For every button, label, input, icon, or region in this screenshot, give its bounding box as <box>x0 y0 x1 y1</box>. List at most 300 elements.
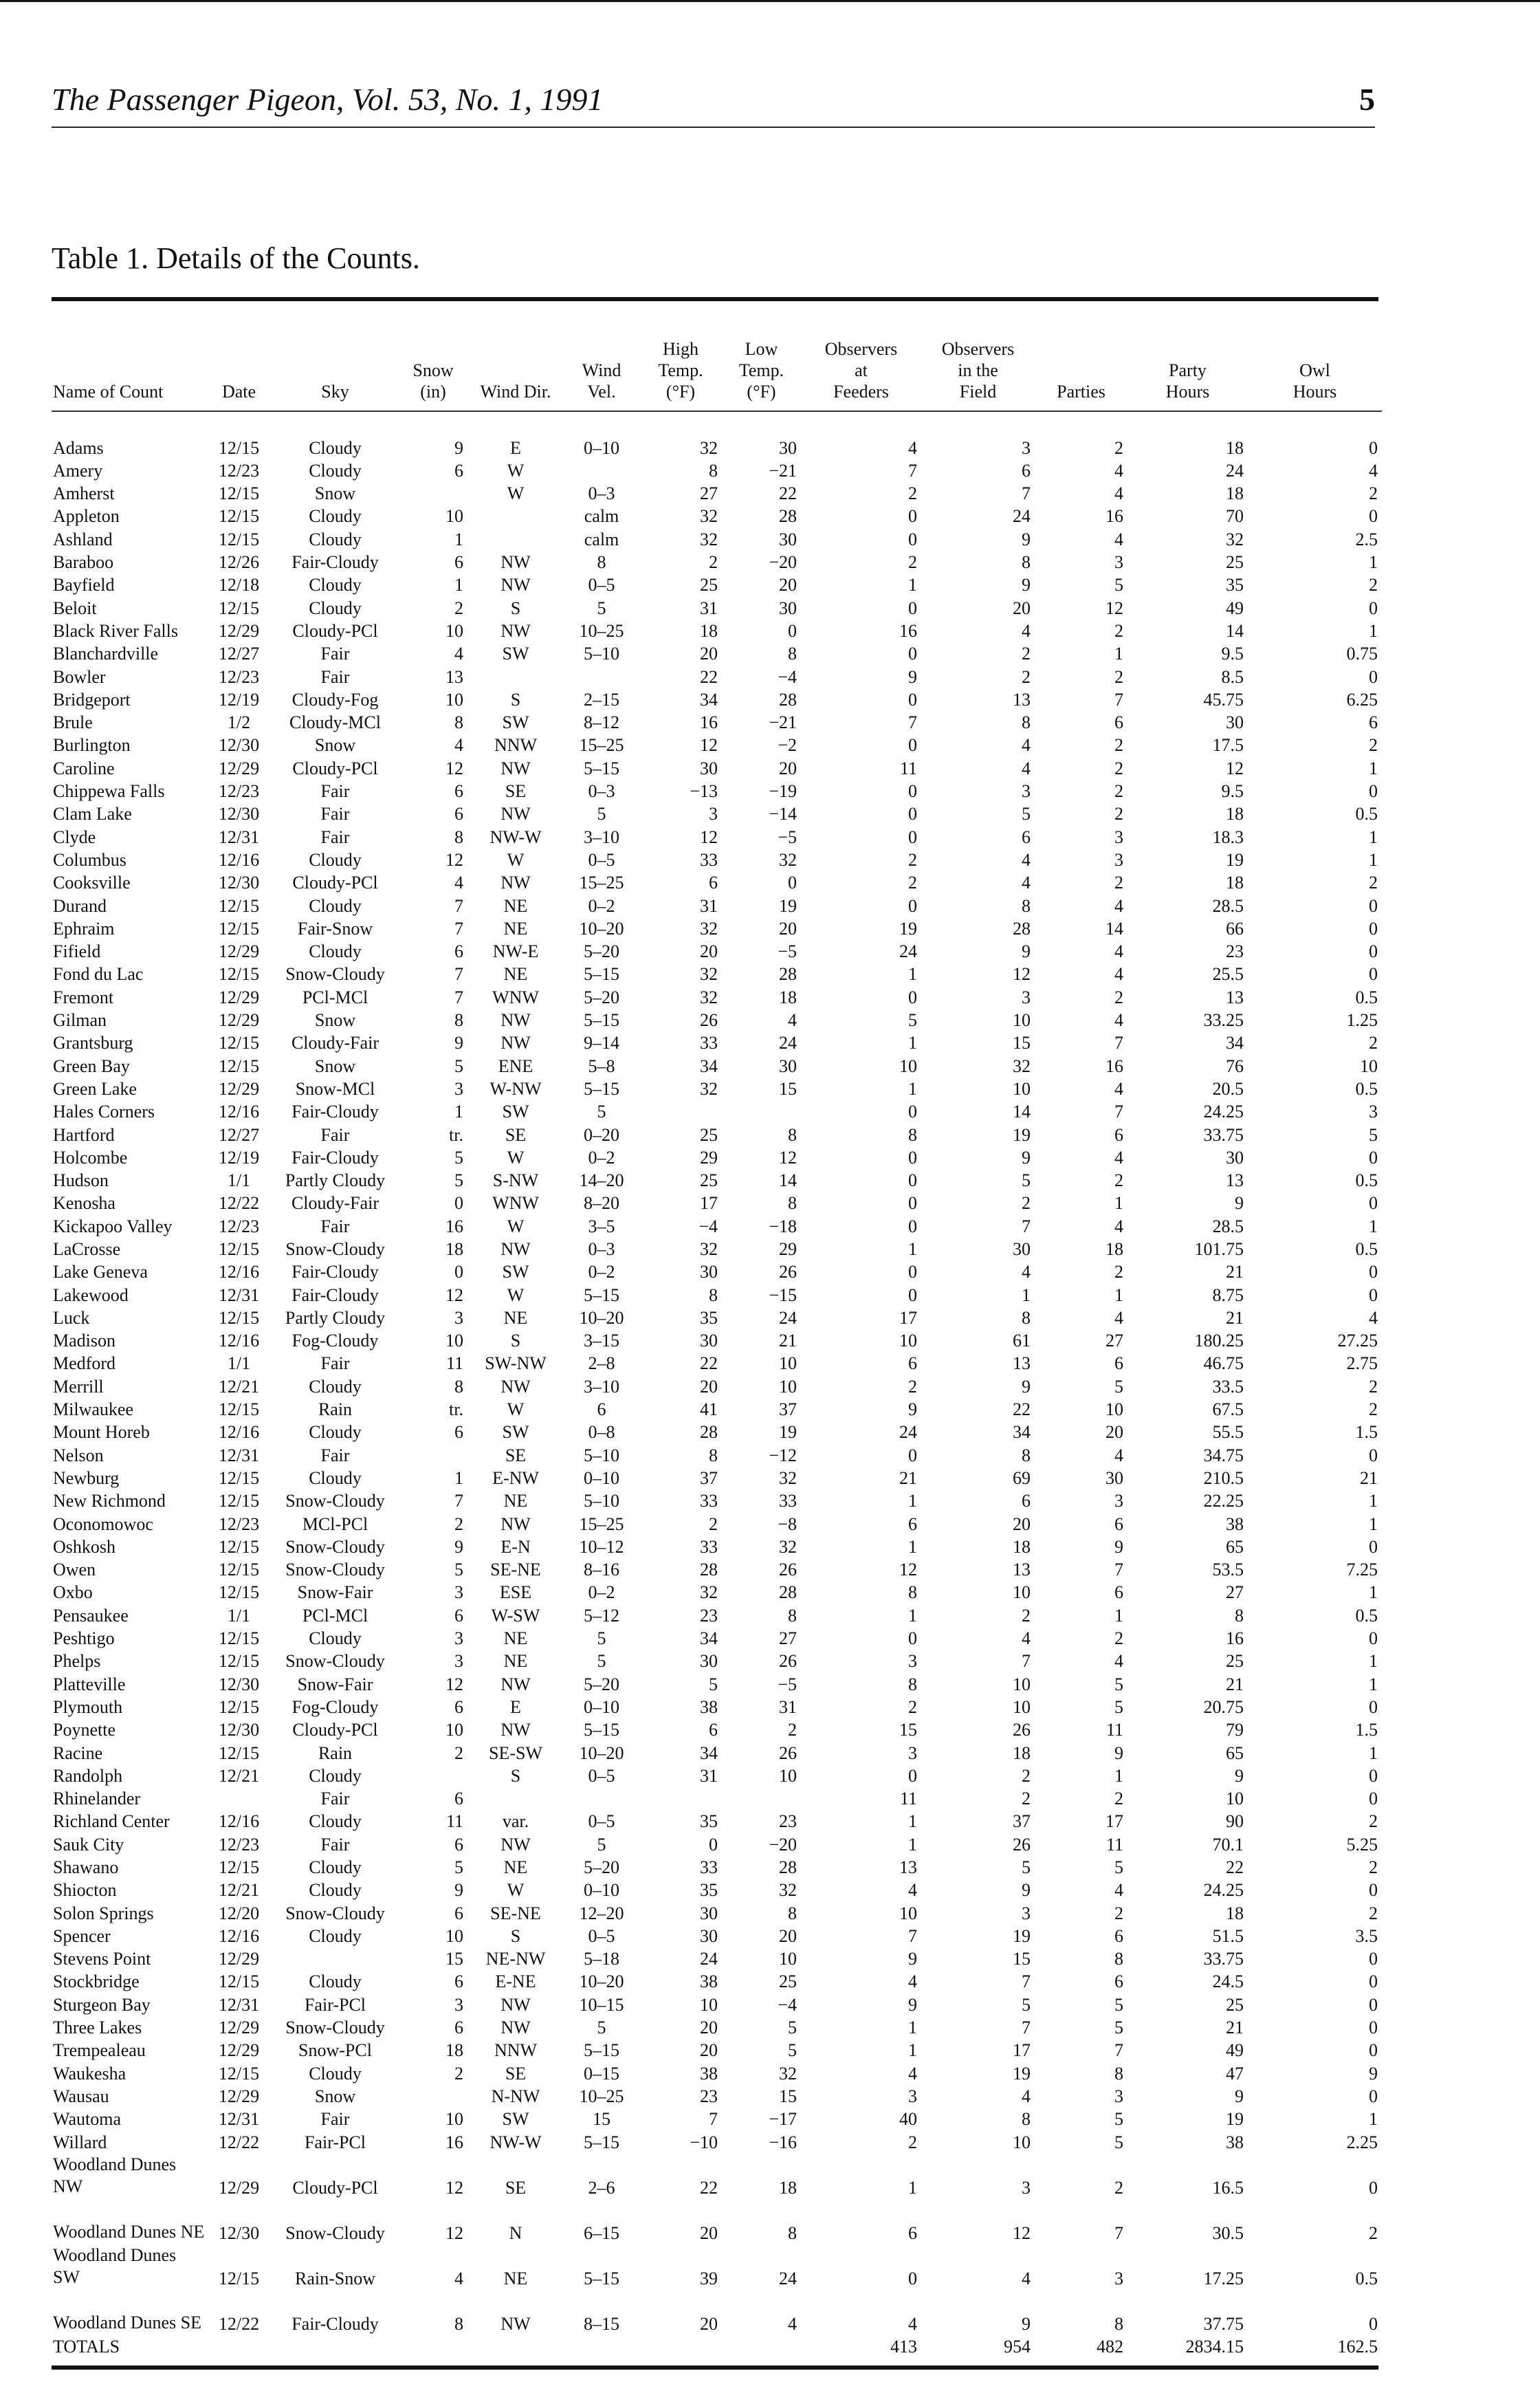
table-cell: 16.5 <box>1212 2177 1244 2198</box>
table-cell: 1 <box>1369 1742 1378 1763</box>
counts-table <box>52 338 1382 2357</box>
table-cell: NW <box>500 575 531 595</box>
table-cell: 25 <box>700 575 718 595</box>
table-cell: 8 <box>908 1124 917 1145</box>
table-cell: −20 <box>769 1834 797 1855</box>
table-cell: Cloudy <box>309 941 362 962</box>
table-cell: 5–15 <box>584 1720 619 1740</box>
table-cell: 12/15 <box>218 895 260 916</box>
table-cell: 65 <box>1226 1742 1244 1763</box>
table-cell: 12/27 <box>218 644 260 664</box>
table-cell: 2 <box>1369 1811 1378 1832</box>
table-cell: 1 <box>454 529 463 549</box>
table-cell: 2 <box>1114 781 1123 802</box>
table-row <box>52 1809 1382 1831</box>
table-cell: 8 <box>788 644 797 664</box>
table-row <box>52 1534 1382 1557</box>
table-cell: 210.5 <box>1203 1467 1244 1488</box>
table-cell: NW <box>500 1514 531 1534</box>
column-header-line: Name of Count <box>53 382 164 402</box>
table-cell: 8 <box>788 1605 797 1626</box>
table-cell: 3 <box>1114 849 1123 870</box>
table-row <box>52 893 1382 915</box>
table-cell: Rain-Snow <box>295 2268 375 2288</box>
table-cell: 2 <box>1114 666 1123 687</box>
table-row <box>52 1030 1382 1053</box>
table-cell: 5–20 <box>584 1674 619 1694</box>
table-cell: 34 <box>700 1628 718 1649</box>
table-cell: 30 <box>779 437 797 458</box>
table-cell: 12/21 <box>218 1880 260 1901</box>
table-cell: W-SW <box>491 1605 540 1626</box>
table-cell: 8 <box>1114 2063 1123 2084</box>
table-row <box>52 1831 1382 1854</box>
table-cell: 6 <box>454 1696 463 1717</box>
table-cell: N-NW <box>491 2086 540 2106</box>
table-cell: 0 <box>1369 781 1378 802</box>
table-cell: 2.5 <box>1355 529 1378 549</box>
table-row <box>52 1213 1382 1236</box>
table-cell: 18 <box>446 2040 463 2061</box>
column-header-line: at <box>855 360 868 380</box>
table-cell: 35 <box>700 1880 718 1901</box>
count-name-cell: Chippewa Falls <box>53 781 165 802</box>
table-cell: 9 <box>1235 1193 1244 1214</box>
total-observers-at-feeders: 413 <box>890 2336 917 2357</box>
column-header-line: Wind Dir. <box>480 382 551 402</box>
table-cell: 3 <box>1022 2177 1031 2198</box>
table-cell: Fair <box>320 827 350 847</box>
table-cell: Fair-Cloudy <box>292 552 379 573</box>
table-cell: 16 <box>1106 1056 1123 1076</box>
table-cell: 20 <box>700 2313 718 2334</box>
count-name-cell: Pensaukee <box>53 1605 129 1626</box>
table-cell: Cloudy <box>309 575 362 595</box>
table-cell: 1 <box>1369 827 1378 847</box>
table-cell: −13 <box>690 781 718 802</box>
table-cell: 1 <box>908 964 917 985</box>
table-cell: 12–20 <box>579 1903 624 1923</box>
table-cell: SE-NE <box>490 1903 541 1923</box>
table-cell: 30 <box>700 1331 718 1351</box>
table-cell: 5 <box>1022 1857 1031 1877</box>
table-cell: 3 <box>1022 987 1031 1007</box>
table-cell: 10 <box>1013 1674 1031 1694</box>
table-cell: 69 <box>1013 1467 1031 1488</box>
table-cell: Fair-Cloudy <box>292 2313 379 2334</box>
table-cell: 30 <box>1226 1147 1244 1168</box>
table-cell: Snow <box>314 483 356 504</box>
table-cell: 0 <box>908 1262 917 1282</box>
table-cell: 9 <box>908 1994 917 2015</box>
table-cell: 5 <box>1114 2109 1123 2130</box>
table-cell: 4 <box>1022 1262 1031 1282</box>
table-cell: −8 <box>778 1514 797 1534</box>
table-cell: 9 <box>1022 1376 1031 1397</box>
table-cell: W <box>507 1147 525 1168</box>
table-cell: 5–20 <box>584 941 619 962</box>
table-cell: 12/15 <box>218 1467 260 1488</box>
table-cell: 2 <box>908 483 917 504</box>
table-cell: 4 <box>1369 460 1378 481</box>
table-cell: 12/16 <box>218 1422 260 1443</box>
count-name-cell: Madison <box>53 1331 116 1351</box>
column-header-line: Owl <box>1299 360 1330 380</box>
table-row <box>52 687 1382 710</box>
table-cell: Snow <box>314 2086 356 2106</box>
table-cell: 12/30 <box>218 2222 260 2243</box>
table-cell: 4 <box>1022 735 1031 756</box>
table-cell: Fair <box>320 781 350 802</box>
table-cell: 23 <box>700 1605 718 1626</box>
count-name-cell: Peshtigo <box>53 1628 115 1649</box>
table-cell: S <box>510 689 521 710</box>
table-cell: 8 <box>788 1124 797 1145</box>
table-cell: 4 <box>1022 2086 1031 2106</box>
table-cell: 10 <box>1013 1010 1031 1031</box>
table-cell: 12/18 <box>218 575 260 595</box>
table-cell: 1 <box>908 575 917 595</box>
table-cell: Cloudy <box>309 1467 362 1488</box>
table-cell: 12/31 <box>218 827 260 847</box>
table-cell: 0.5 <box>1355 1238 1378 1259</box>
table-cell: 0 <box>709 1834 718 1855</box>
header-underline <box>52 411 1382 435</box>
table-cell: 12/15 <box>218 1399 260 1420</box>
table-cell: 8 <box>454 827 463 847</box>
table-cell: 12 <box>779 1147 797 1168</box>
column-header <box>399 338 468 411</box>
table-cell: 27 <box>1226 1582 1244 1603</box>
column-header <box>639 338 722 411</box>
table-cell: 14 <box>1013 1102 1031 1122</box>
table-cell: 16 <box>700 712 718 733</box>
table-cell: 22 <box>1013 1399 1031 1420</box>
table-cell: 1 <box>1114 644 1123 664</box>
table-cell: 15 <box>446 1949 463 1969</box>
table-cell: 17.5 <box>1212 735 1244 756</box>
count-name-cell: Plymouth <box>53 1696 123 1717</box>
table-cell: SE-NE <box>490 1560 541 1580</box>
count-name-cell: Appleton <box>53 506 120 527</box>
table-row <box>52 503 1382 526</box>
table-cell: Cloudy <box>309 1811 362 1832</box>
table-cell: 13 <box>446 666 463 687</box>
count-name-cell: Luck <box>53 1307 90 1328</box>
count-name-cell: Brule <box>53 712 93 733</box>
table-cell: 2 <box>908 849 917 870</box>
table-cell: 1 <box>1369 620 1378 641</box>
table-cell: NW <box>500 1376 531 1397</box>
table-cell: 2 <box>1369 1033 1378 1053</box>
table-cell: 12 <box>446 758 463 778</box>
table-cell: 2 <box>1114 2177 1123 2198</box>
table-cell: 8 <box>709 1445 718 1465</box>
table-cell: 23 <box>700 2086 718 2106</box>
table-cell: 65 <box>1226 1536 1244 1557</box>
table-cell: 12/29 <box>218 2086 260 2106</box>
table-cell: 8.75 <box>1212 1285 1244 1305</box>
table-cell: Fair <box>320 666 350 687</box>
table-cell: 0.5 <box>1355 804 1378 824</box>
table-cell: Fair <box>320 1834 350 1855</box>
table-cell: W <box>507 1285 525 1305</box>
table-row <box>52 1190 1382 1213</box>
table-cell: Fair <box>320 644 350 664</box>
table-cell: 10–20 <box>579 1307 624 1328</box>
table-cell: 21 <box>1360 1467 1378 1488</box>
table-cell: tr. <box>449 1124 463 1145</box>
column-header <box>1128 338 1248 411</box>
table-cell: 6 <box>454 1971 463 1992</box>
column-header-line: Vel. <box>587 382 616 402</box>
table-cell: 32 <box>779 1536 797 1557</box>
table-cell: 5 <box>454 1857 463 1877</box>
count-name-cell: Woodland Dunes SW <box>53 2244 177 2287</box>
table-cell: 1.25 <box>1346 1010 1378 1031</box>
table-cell: 19 <box>1226 2109 1244 2130</box>
count-name-cell: Oxbo <box>53 1582 93 1603</box>
table-cell: Rain <box>318 1742 353 1763</box>
table-cell: 20 <box>700 2222 718 2243</box>
table-cell: 53.5 <box>1212 1560 1244 1580</box>
table-cell: 6 <box>1114 1925 1123 1946</box>
table-cell: 30 <box>779 1056 797 1076</box>
table-cell: 5–15 <box>584 2132 619 2152</box>
table-cell: 12/15 <box>218 1536 260 1557</box>
table-cell: 32 <box>779 2063 797 2084</box>
table-cell: 25 <box>700 1170 718 1191</box>
table-cell: 7 <box>908 1925 917 1946</box>
table-cell: Cloudy <box>309 437 362 458</box>
table-cell: 1 <box>908 1491 917 1511</box>
table-cell: 2 <box>1369 1399 1378 1420</box>
table-cell: 20 <box>779 758 797 778</box>
table-cell: −17 <box>769 2109 797 2130</box>
table-cell: 2 <box>1369 1857 1378 1877</box>
table-cell: 7 <box>1114 2222 1123 2243</box>
table-cell: 25 <box>700 1124 718 1145</box>
table-cell: 22 <box>700 666 718 687</box>
table-cell: 8 <box>788 1903 797 1923</box>
table-cell: 32 <box>700 1078 718 1099</box>
table-cell: 12/23 <box>218 1216 260 1236</box>
table-cell: 8 <box>454 1010 463 1031</box>
table-cell: calm <box>584 506 619 527</box>
table-cell: 4 <box>1114 941 1123 962</box>
table-cell: 31 <box>700 895 718 916</box>
table-row <box>52 1305 1382 1328</box>
count-name-cell: Stockbridge <box>53 1971 140 1992</box>
table-cell: 24.5 <box>1212 1971 1244 1992</box>
table-cell: NE <box>503 1857 528 1877</box>
table-cell: 33 <box>700 1536 718 1557</box>
table-cell: 0 <box>908 1147 917 1168</box>
table-cell: 30 <box>1013 1238 1031 1259</box>
table-cell: 12/31 <box>218 1285 260 1305</box>
table-cell: −14 <box>769 804 797 824</box>
table-cell: 2 <box>1114 758 1123 778</box>
table-cell: 2 <box>1114 735 1123 756</box>
table-cell: 13 <box>1226 1170 1244 1191</box>
table-cell: 7 <box>1114 1102 1123 1122</box>
table-cell: 5–15 <box>584 964 619 985</box>
table-cell: 12/29 <box>218 2177 260 2198</box>
table-cell: 26 <box>779 1742 797 1763</box>
table-cell: 12/15 <box>218 1696 260 1717</box>
table-cell: 37 <box>700 1467 718 1488</box>
table-cell: −4 <box>778 666 797 687</box>
table-cell: 4 <box>788 2313 797 2334</box>
table-cell: 10 <box>446 506 463 527</box>
table-cell: Cloudy <box>309 1765 362 1786</box>
table-row <box>52 916 1382 939</box>
table-cell: 8 <box>788 1193 797 1214</box>
table-cell: SW <box>502 1262 529 1282</box>
table-row <box>52 2198 1382 2243</box>
table-cell: 6 <box>454 941 463 962</box>
table-cell: 1 <box>1369 1582 1378 1603</box>
table-cell: −15 <box>769 1285 797 1305</box>
table-cell: 8 <box>597 552 606 573</box>
table-cell: 0 <box>1369 1765 1378 1786</box>
table-cell: 5–10 <box>584 1445 619 1465</box>
table-cell <box>639 1786 722 1809</box>
table-cell: 33 <box>700 1857 718 1877</box>
table-cell: 0 <box>1369 1285 1378 1305</box>
table-cell: 0–20 <box>584 1124 619 1145</box>
table-cell: Snow-Cloudy <box>285 1536 385 1557</box>
table-cell: NE <box>503 964 528 985</box>
count-name-cell: Blanchardville <box>53 644 159 664</box>
table-cell: NE <box>503 895 528 916</box>
table-cell: −16 <box>769 2132 797 2152</box>
table-cell: 11 <box>1106 1720 1123 1740</box>
table-cell: 32 <box>700 1238 718 1259</box>
table-cell: 25 <box>1226 1994 1244 2015</box>
count-name-cell: Grantsburg <box>53 1033 133 1053</box>
count-name-cell: Merrill <box>53 1376 104 1397</box>
table-cell: 2 <box>454 1514 463 1534</box>
table-cell: NW <box>500 1674 531 1694</box>
table-cell: 70.1 <box>1212 1834 1244 1855</box>
table-cell: 15 <box>1013 1033 1031 1053</box>
table-cell: 5 <box>597 1102 606 1122</box>
count-name-cell: Waukesha <box>53 2063 126 2084</box>
table-cell: Fair-Cloudy <box>292 1102 379 1122</box>
table-cell: 14 <box>1226 620 1244 641</box>
count-name-cell: Medford <box>53 1353 116 1374</box>
table-row <box>52 1602 1382 1625</box>
table-cell: 3 <box>908 1651 917 1672</box>
table-cell: 10 <box>779 1376 797 1397</box>
table-cell: 0 <box>1369 2177 1378 2198</box>
count-name-cell: Three Lakes <box>53 2018 142 2038</box>
count-name-cell: Amery <box>53 460 103 481</box>
table-row <box>52 1076 1382 1099</box>
table-cell: 26 <box>1013 1720 1031 1740</box>
table-row <box>52 1626 1382 1648</box>
count-name-cell: Hartford <box>53 1124 115 1145</box>
table-row <box>52 1419 1382 1442</box>
table-cell: 3 <box>1022 1903 1031 1923</box>
table-cell: 0.5 <box>1355 2268 1378 2288</box>
count-name-cell: Sauk City <box>53 1834 124 1855</box>
table-cell: NW <box>500 1033 531 1053</box>
table-cell: 6 <box>1114 1353 1123 1374</box>
table-cell: 0–15 <box>584 2063 619 2084</box>
table-cell: 9 <box>454 437 463 458</box>
column-header-line: Sky <box>321 382 349 402</box>
table-cell: 18 <box>1226 1903 1244 1923</box>
table-cell: 12/15 <box>218 1560 260 1580</box>
table-cell: 24 <box>700 1949 718 1969</box>
table-cell: 15 <box>593 2109 610 2130</box>
table-cell: Cloudy <box>309 849 362 870</box>
table-cell: 28 <box>700 1560 718 1580</box>
count-name-cell: Newburg <box>53 1467 120 1488</box>
column-header <box>1035 338 1128 411</box>
count-name-cell: Sturgeon Bay <box>53 1994 151 2015</box>
count-name-cell: Poynette <box>53 1720 116 1740</box>
table-row <box>52 801 1382 824</box>
table-cell: 12/30 <box>218 873 260 893</box>
table-cell: 20 <box>700 2018 718 2038</box>
table-cell: 21 <box>1226 1674 1244 1694</box>
table-cell: Cloudy <box>309 2063 362 2084</box>
table-cell: 12/29 <box>218 1010 260 1031</box>
table-cell <box>564 458 639 481</box>
count-name-cell: Ashland <box>53 529 113 549</box>
count-name-cell: Kenosha <box>53 1193 116 1214</box>
table-cell: Partly Cloudy <box>285 1307 386 1328</box>
table-cell: WNW <box>492 987 539 1007</box>
table-cell: 33 <box>700 849 718 870</box>
table-cell: 0–10 <box>584 437 619 458</box>
table-cell: 6 <box>454 1605 463 1626</box>
table-row <box>52 2015 1382 2037</box>
table-cell: 2 <box>1369 1903 1378 1923</box>
table-cell: N <box>509 2222 522 2243</box>
table-cell: 0–5 <box>588 575 615 595</box>
table-cell: 16 <box>446 1216 463 1236</box>
table-cell: 70 <box>1226 506 1244 527</box>
table-cell: 3 <box>1114 552 1123 573</box>
table-cell: 26 <box>779 1262 797 1282</box>
table-cell: 9 <box>1022 1147 1031 1168</box>
table-cell: 9 <box>1022 2313 1031 2334</box>
table-cell: 18 <box>1226 804 1244 824</box>
table-cell: 8 <box>1114 2313 1123 2334</box>
table-cell: 49 <box>1226 598 1244 618</box>
table-cell: 2 <box>1114 987 1123 1007</box>
table-cell: 8 <box>1114 1949 1123 1969</box>
count-name-cell: Cooksville <box>53 873 131 893</box>
table-cell: 3 <box>454 1307 463 1328</box>
table-cell: 18 <box>1013 1742 1031 1763</box>
table-cell: SE <box>505 2063 527 2084</box>
table-row <box>52 1648 1382 1671</box>
column-header-line: Observers <box>941 339 1015 359</box>
table-cell: Cloudy-Fair <box>291 1193 380 1214</box>
table-cell: 28 <box>779 689 797 710</box>
table-row <box>52 664 1382 686</box>
table-cell: 8 <box>1022 712 1031 733</box>
table-cell: 2–8 <box>588 1353 615 1374</box>
table-cell: 5–18 <box>584 1949 619 1969</box>
column-header-line: Party <box>1169 360 1207 380</box>
table-cell: 6 <box>908 2222 917 2243</box>
